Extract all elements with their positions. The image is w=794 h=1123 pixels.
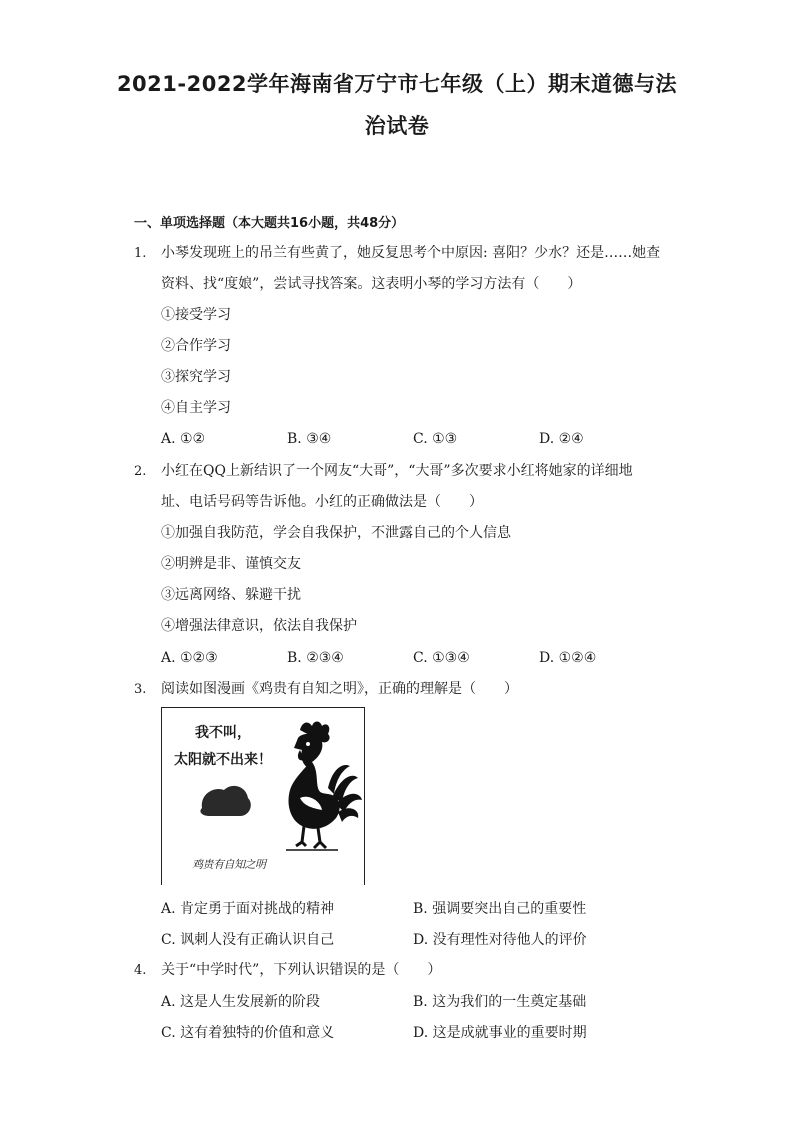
statement-item: ②明辨是非、谨慎交友	[161, 556, 301, 572]
rooster-cartoon	[161, 707, 365, 885]
question-number: 2.	[134, 464, 147, 479]
statement-item: ④自主学习	[161, 400, 231, 416]
question-text: 关于“中学时代”，下列认识错误的是（ ）	[161, 962, 442, 978]
speech-line-1: 我不叫，	[195, 725, 251, 741]
option-c[interactable]: C. 这有着独特的价值和意义	[161, 1025, 335, 1041]
option-d[interactable]: D. ②④	[539, 431, 584, 447]
option-a[interactable]: A. 这是人生发展新的阶段	[161, 994, 321, 1010]
exam-title-line2: 治试卷	[364, 114, 430, 138]
statement-item: ③远离网络、躲避干扰	[161, 587, 301, 603]
option-c[interactable]: C. ①③④	[413, 650, 470, 666]
statement-item: ①加强自我防范，学会自我保护，不泄露自己的个人信息	[161, 525, 511, 541]
option-b[interactable]: B. 这为我们的一生奠定基础	[413, 994, 587, 1010]
option-a[interactable]: A. ①②③	[161, 650, 218, 666]
statement-item: ②合作学习	[161, 338, 231, 354]
option-a[interactable]: A. ①②	[161, 431, 206, 447]
option-a[interactable]: A. 肯定勇于面对挑战的精神	[161, 901, 335, 917]
option-b[interactable]: B. ②③④	[287, 650, 344, 666]
option-d[interactable]: D. 没有理性对待他人的评价	[413, 932, 587, 948]
exam-title-line1: 2021-2022学年海南省万宁市七年级（上）期末道德与法	[116, 72, 678, 96]
speech-line-2: 太阳就不出来！	[174, 752, 272, 768]
option-c[interactable]: C. ①③	[413, 431, 458, 447]
question-text: 资料、找“度娘”，尝试寻找答案。这表明小琴的学习方法有（ ）	[161, 276, 582, 292]
section-heading: 一、单项选择题（本大题共16小题，共48分）	[134, 216, 405, 231]
speech-text	[168, 720, 278, 774]
option-d[interactable]: D. ①②④	[539, 650, 597, 666]
question-number: 3.	[134, 682, 147, 697]
option-b[interactable]: B. 强调要突出自己的重要性	[413, 901, 587, 917]
statement-item: ③探究学习	[161, 369, 231, 385]
cartoon-caption: 鸡贵有自知之明	[192, 858, 266, 871]
option-d[interactable]: D. 这是成就事业的重要时期	[413, 1025, 587, 1041]
question-text: 址、电话号码等告诉他。小红的正确做法是（ ）	[161, 494, 483, 510]
option-c[interactable]: C. 讽刺人没有正确认识自己	[161, 932, 335, 948]
option-b[interactable]: B. ③④	[287, 431, 332, 447]
statement-item: ④增强法律意识，依法自我保护	[161, 618, 357, 634]
question-text: 小琴发现班上的吊兰有些黄了，她反复思考个中原因: 喜阳？少水？还是……她查	[161, 245, 661, 261]
question-text: 阅读如图漫画《鸡贵有自知之明》，正确的理解是（ ）	[161, 681, 518, 697]
question-number: 4.	[134, 963, 147, 978]
statement-item: ①接受学习	[161, 307, 231, 323]
question-number: 1.	[134, 246, 147, 261]
question-text: 小红在QQ上新结识了一个网友“大哥”，“大哥”多次要求小红将她家的详细地	[161, 463, 633, 479]
